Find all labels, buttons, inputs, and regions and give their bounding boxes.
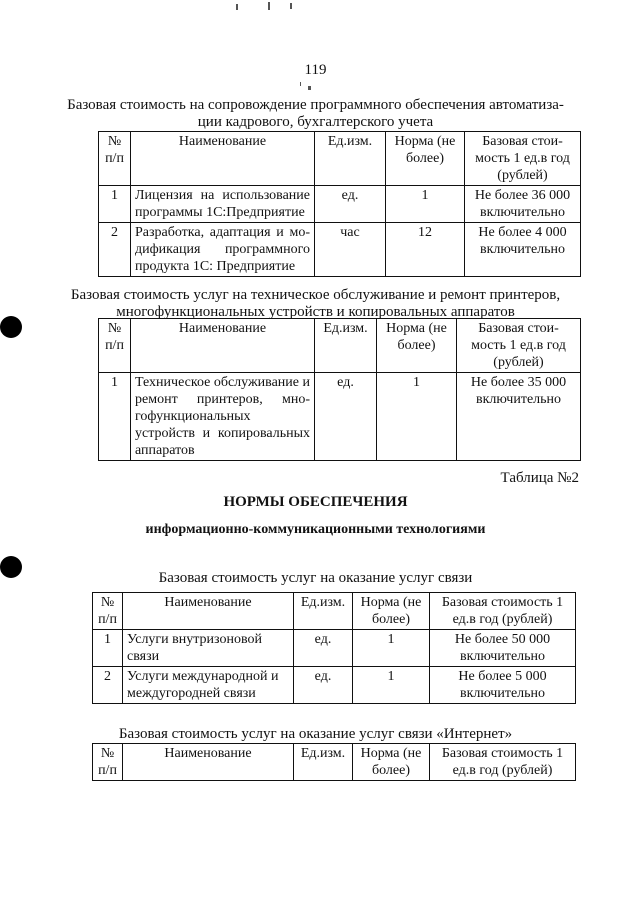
table-row bbox=[99, 186, 581, 223]
header-num: № п/п bbox=[93, 744, 123, 781]
section-subtitle: информационно-коммуникационными технологиями bbox=[145, 522, 486, 537]
cell-num: 2 bbox=[99, 223, 131, 277]
header-cost: Базовая стои-мость 1 ед.в год (рублей) bbox=[457, 319, 581, 373]
header-unit: Ед.изм. bbox=[294, 744, 353, 781]
caption-line: Базовая стоимость услуг на оказание услуг связи bbox=[158, 570, 473, 586]
cell-name: Услуги международной и междугородней связи bbox=[123, 667, 294, 704]
header-unit: Ед.изм. bbox=[315, 132, 386, 186]
page-number: 119 bbox=[304, 62, 327, 78]
scan-mark bbox=[300, 82, 301, 86]
table-4-caption bbox=[0, 726, 631, 743]
caption-line: многофункциональных устройств и копировальных аппаратов bbox=[116, 304, 515, 320]
caption-line: Базовая стоимость услуг на техническое обслуживание и ремонт принтеров, bbox=[70, 287, 561, 303]
table-number: Таблица №2 bbox=[500, 470, 579, 486]
cell-unit: ед. bbox=[315, 186, 386, 223]
header-norm: Норма (не более) bbox=[353, 744, 430, 781]
cell-num: 2 bbox=[93, 667, 123, 704]
table-header-row bbox=[93, 593, 576, 630]
header-norm: Норма (не более) bbox=[377, 319, 457, 373]
table-internet-services bbox=[92, 743, 576, 781]
header-cost: Базовая стоимость 1 ед.в год (рублей) bbox=[430, 744, 576, 781]
cell-cost: Не более 4 000 включительно bbox=[465, 223, 581, 277]
header-name: Наименование bbox=[131, 319, 315, 373]
cell-unit: ед. bbox=[315, 373, 377, 461]
header-name: Наименование bbox=[123, 744, 294, 781]
scan-mark bbox=[308, 86, 311, 90]
header-name: Наименование bbox=[131, 132, 315, 186]
header-num: № п/п bbox=[99, 319, 131, 373]
table-printer-maintenance bbox=[98, 318, 581, 461]
cell-unit: час bbox=[315, 223, 386, 277]
cell-unit: ед. bbox=[294, 667, 353, 704]
header-name: Наименование bbox=[123, 593, 294, 630]
table-row bbox=[99, 223, 581, 277]
header-num: № п/п bbox=[99, 132, 131, 186]
cell-unit: ед. bbox=[294, 630, 353, 667]
cell-norm: 1 bbox=[377, 373, 457, 461]
table-row bbox=[99, 373, 581, 461]
section-title: НОРМЫ ОБЕСПЕЧЕНИЯ bbox=[223, 494, 408, 510]
cell-num: 1 bbox=[99, 186, 131, 223]
table-3-caption bbox=[0, 570, 631, 587]
cell-num: 1 bbox=[99, 373, 131, 461]
cell-norm: 1 bbox=[386, 186, 465, 223]
header-norm: Норма (не более) bbox=[386, 132, 465, 186]
header-cost: Базовая стоимость 1 ед.в год (рублей) bbox=[430, 593, 576, 630]
table-row bbox=[93, 630, 576, 667]
cell-cost: Не более 50 000 включительно bbox=[430, 630, 576, 667]
cell-name: Разработка, адаптация и мо-дификация программного продукта 1С: Предприятие bbox=[131, 223, 315, 277]
scan-mark bbox=[236, 4, 238, 10]
cell-cost: Не более 36 000 включительно bbox=[465, 186, 581, 223]
cell-name: Техническое обслуживание и ремонт принтеров, мно-гофункциональных устройств и копировальных аппаратов bbox=[131, 373, 315, 461]
cell-name: Лицензия на использование программы 1С:Предприятие bbox=[131, 186, 315, 223]
scan-mark bbox=[268, 2, 270, 10]
table-header-row bbox=[93, 744, 576, 781]
table-header-row bbox=[99, 319, 581, 373]
header-num: № п/п bbox=[93, 593, 123, 630]
caption-line: Базовая стоимость на сопровождение программного обеспечения автоматиза- bbox=[67, 97, 564, 113]
table-row bbox=[93, 667, 576, 704]
table-header-row bbox=[99, 132, 581, 186]
table-1-caption bbox=[0, 97, 631, 131]
cell-name: Услуги внутризоновой связи bbox=[123, 630, 294, 667]
cell-norm: 1 bbox=[353, 630, 430, 667]
caption-line: Базовая стоимость услуг на оказание услуг связи «Интернет» bbox=[118, 726, 513, 742]
header-unit: Ед.изм. bbox=[294, 593, 353, 630]
cell-cost: Не более 35 000 включительно bbox=[457, 373, 581, 461]
scan-mark bbox=[290, 3, 292, 9]
cell-cost: Не более 5 000 включительно bbox=[430, 667, 576, 704]
header-cost: Базовая стои-мость 1 ед.в год (рублей) bbox=[465, 132, 581, 186]
cell-norm: 1 bbox=[353, 667, 430, 704]
cell-norm: 12 bbox=[386, 223, 465, 277]
table-software-support bbox=[98, 131, 581, 277]
cell-num: 1 bbox=[93, 630, 123, 667]
header-norm: Норма (не более) bbox=[353, 593, 430, 630]
table-2-caption bbox=[0, 287, 631, 321]
table-communication-services bbox=[92, 592, 576, 704]
caption-line: ции кадрового, бухгалтерского учета bbox=[197, 114, 434, 130]
header-unit: Ед.изм. bbox=[315, 319, 377, 373]
